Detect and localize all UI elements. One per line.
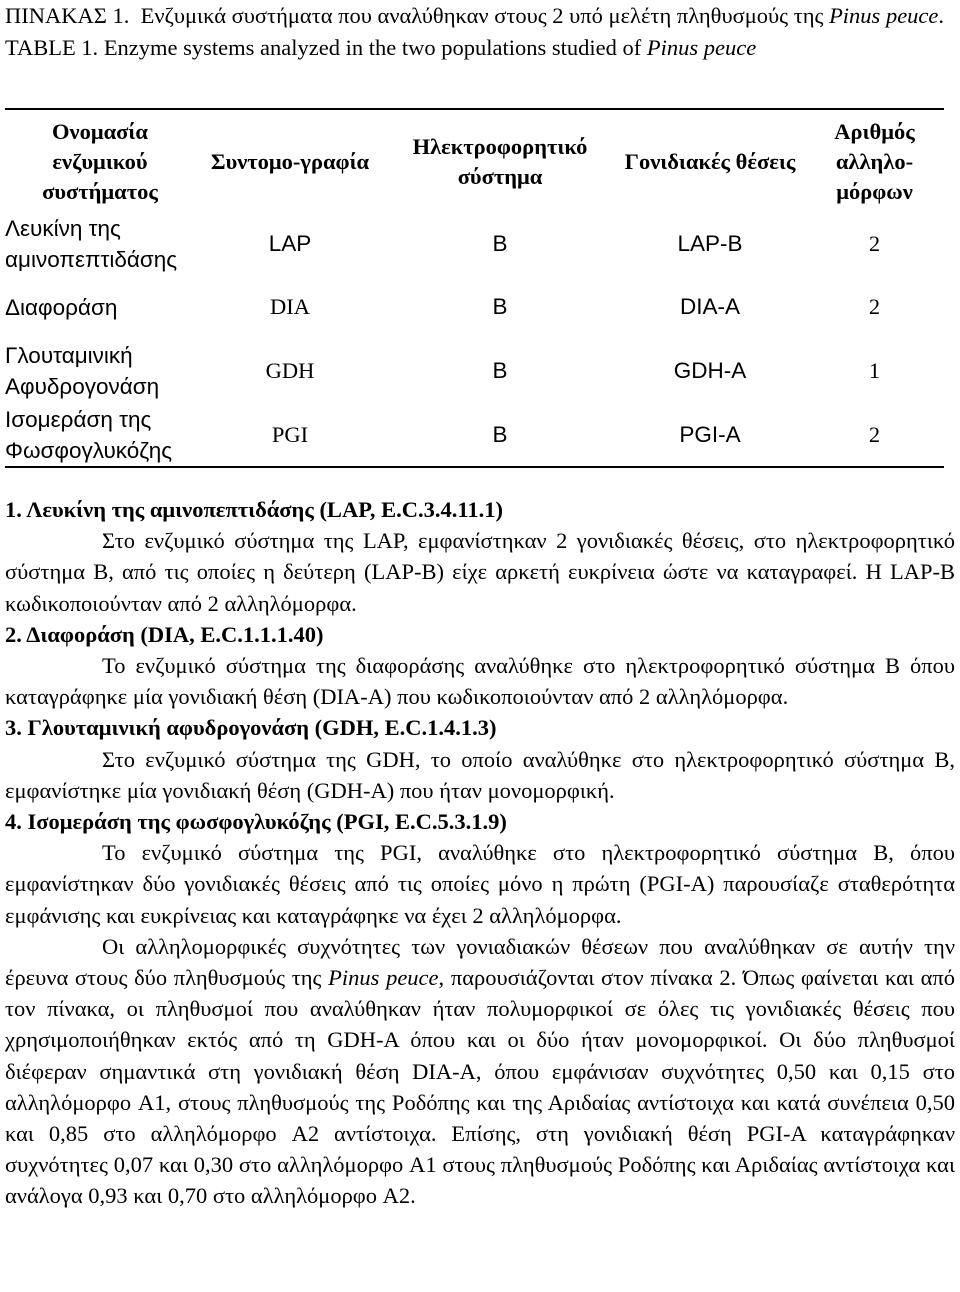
caption-greek-species: Pinus peuce (829, 3, 939, 28)
caption-english-species: Pinus peuce (646, 35, 757, 60)
caption-english-text: Enzyme systems analyzed in the two populations studied of (103, 35, 642, 60)
caption-greek-text: Ενζυμικά συστήματα που αναλύθηκαν στους 2 υπό μελέτη πληθυσμούς της (140, 3, 824, 28)
caption-greek-prefix: ΠΙΝΑΚΑΣ 1. (5, 3, 130, 28)
row-alleles: 2 (868, 421, 881, 447)
header-gene-loci: Γονιδιακές θέσεις (624, 148, 796, 174)
row-alleles: 2 (868, 231, 881, 256)
section-heading: 2. Διαφοράση (DIA, E.C.1.1.1.40) (5, 621, 324, 647)
row-abbreviation: PGI (271, 421, 309, 447)
caption-english-prefix: TABLE 1. (5, 35, 99, 60)
table-caption (5, 0, 955, 64)
row-system: B (492, 231, 508, 256)
row-locus: PGI-A (679, 421, 741, 447)
row-system: B (492, 358, 508, 383)
caption-english (5, 32, 955, 64)
table-row (5, 403, 944, 467)
table-row (5, 213, 944, 275)
section-paragraph: Στο ενζυμικό σύστημα της LAP, εμφανίστηκαν 2 γονιδιακές θέσεις, στο ηλεκτροφορητικό σύστημα B, από τις οποίες η δεύτερη (LAP-B) είχε αρκετή ευκρίνεια ώστε να καταγραφεί. Η LAP-B κωδικοποιούνταν από 2 αλληλόμορφα. (5, 528, 955, 616)
enzyme-table (5, 108, 944, 468)
row-system: B (492, 421, 508, 447)
closing-text-1: Οι αλληλομορφικές συχνότητες των γονιαδιακών θέσεων που αναλύθηκαν σε αυτήν την έρευνα στους δύο πληθυσμούς της (5, 933, 955, 991)
closing-text-2: , παρουσιάζονται στον πίνακα 2. Όπως φαίνεται και από τον πίνακα, οι πληθυσμοί που αναλύθηκαν ήταν πολυμορφικοί σε όλες τις γονιδιακές θέσεις που χρησιμοποιήθηκαν εκτός από τη GDH-A όπου και οι δύο ήταν μονομορφικοί. Οι δύο πληθυσμοί διέφεραν σημαντικά στη γονιδιακή θέση DIA-A, όπου εμφάνισαν συχνότητες 0,50 και 0,15 στο αλληλόμορφο A1, στους πληθυσμούς της Ροδόπης και της Αριδαίας αντίστοιχα και κατά συνέπεια 0,50 και 0,85 στο αλληλόμορφο A2 αντίστοιχα. Επίσης, στη γονιδιακή θέση PGI-A καταγράφηκαν συχνότητες 0,07 και 0,30 στο αλληλόμορφο A1 στους πληθυσμούς Ροδόπης και Αριδαίας αντίστοιχα και ανάλογα 0,93 και 0,70 στο αλληλόμορφο A2. (5, 965, 956, 1209)
section-heading: 4. Ισομεράση της φωσφογλυκόζης (PGI, E.C.5.3.1.9) (5, 809, 507, 835)
row-system: B (492, 294, 508, 319)
caption-greek (5, 0, 955, 32)
header-allele-count: Αριθμός αλληλο-μόρφων (834, 118, 915, 204)
header-abbreviation: Συντομο-γραφία (210, 148, 370, 174)
row-abbreviation: LAP (268, 231, 312, 256)
section-paragraph: Το ενζυμικό σύστημα της PGI, αναλύθηκε στο ηλεκτροφορητικό σύστημα B, όπου εμφανίστηκαν δύο γονιδιακές θέσεις από τις οποίες μόνο η πρώτη (PGI-A) παρουσίαζε σταθερότητα εμφάνισης και ευκρίνειας και καταγράφηκε να έχει 2 αλληλόμορφα. (5, 840, 955, 928)
table-header-row (5, 109, 944, 213)
body-text (5, 494, 955, 1212)
section-heading: 3. Γλουταμινική αφυδρογονάση (GDH, E.C.1.4.1.3) (5, 715, 497, 741)
table-row (5, 339, 944, 403)
section-heading: 1. Λευκίνη της αμινοπεπτιδάσης (LAP, E.C.3.4.11.1) (5, 497, 503, 522)
caption-greek-end: . (938, 3, 945, 28)
document-page (5, 0, 955, 64)
row-abbreviation: DIA (270, 294, 310, 319)
row-locus: GDH-A (673, 358, 747, 383)
row-enzyme-name: Λευκίνη της αμινοπεπτιδάσης (5, 216, 178, 272)
closing-paragraph (5, 931, 955, 1212)
row-alleles: 1 (868, 358, 881, 383)
row-alleles: 2 (868, 294, 881, 319)
row-enzyme-name: Διαφοράση (5, 294, 118, 320)
header-electrophoretic-system: Ηλεκτροφορητικό σύστημα (412, 133, 588, 189)
closing-species: Pinus peuce (328, 965, 439, 991)
row-locus: DIA-A (679, 294, 740, 319)
section-paragraph: Το ενζυμικό σύστημα της διαφοράσης αναλύθηκε στο ηλεκτροφορητικό σύστημα B όπου καταγράφηκε μία γονιδιακή θέση (DIA-A) που κωδικοποιούνταν από 2 αλληλόμορφα. (5, 653, 955, 710)
header-enzyme-name: Ονομασία ενζυμικού συστήματος (42, 118, 158, 204)
row-enzyme-name: Ισομεράση της Φωσφογλυκόζης (5, 406, 173, 463)
section-paragraph: Στο ενζυμικό σύστημα της GDH, το οποίο αναλύθηκε στο ηλεκτροφορητικό σύστημα B, εμφανίστηκε μία γονιδιακή θέση (GDH-A) που ήταν μονομορφική. (5, 746, 955, 803)
table-row (5, 275, 944, 339)
row-locus: LAP-B (677, 231, 743, 256)
row-abbreviation: GDH (265, 358, 315, 383)
row-enzyme-name: Γλουταμινική Αφυδρογονάση (5, 343, 160, 399)
